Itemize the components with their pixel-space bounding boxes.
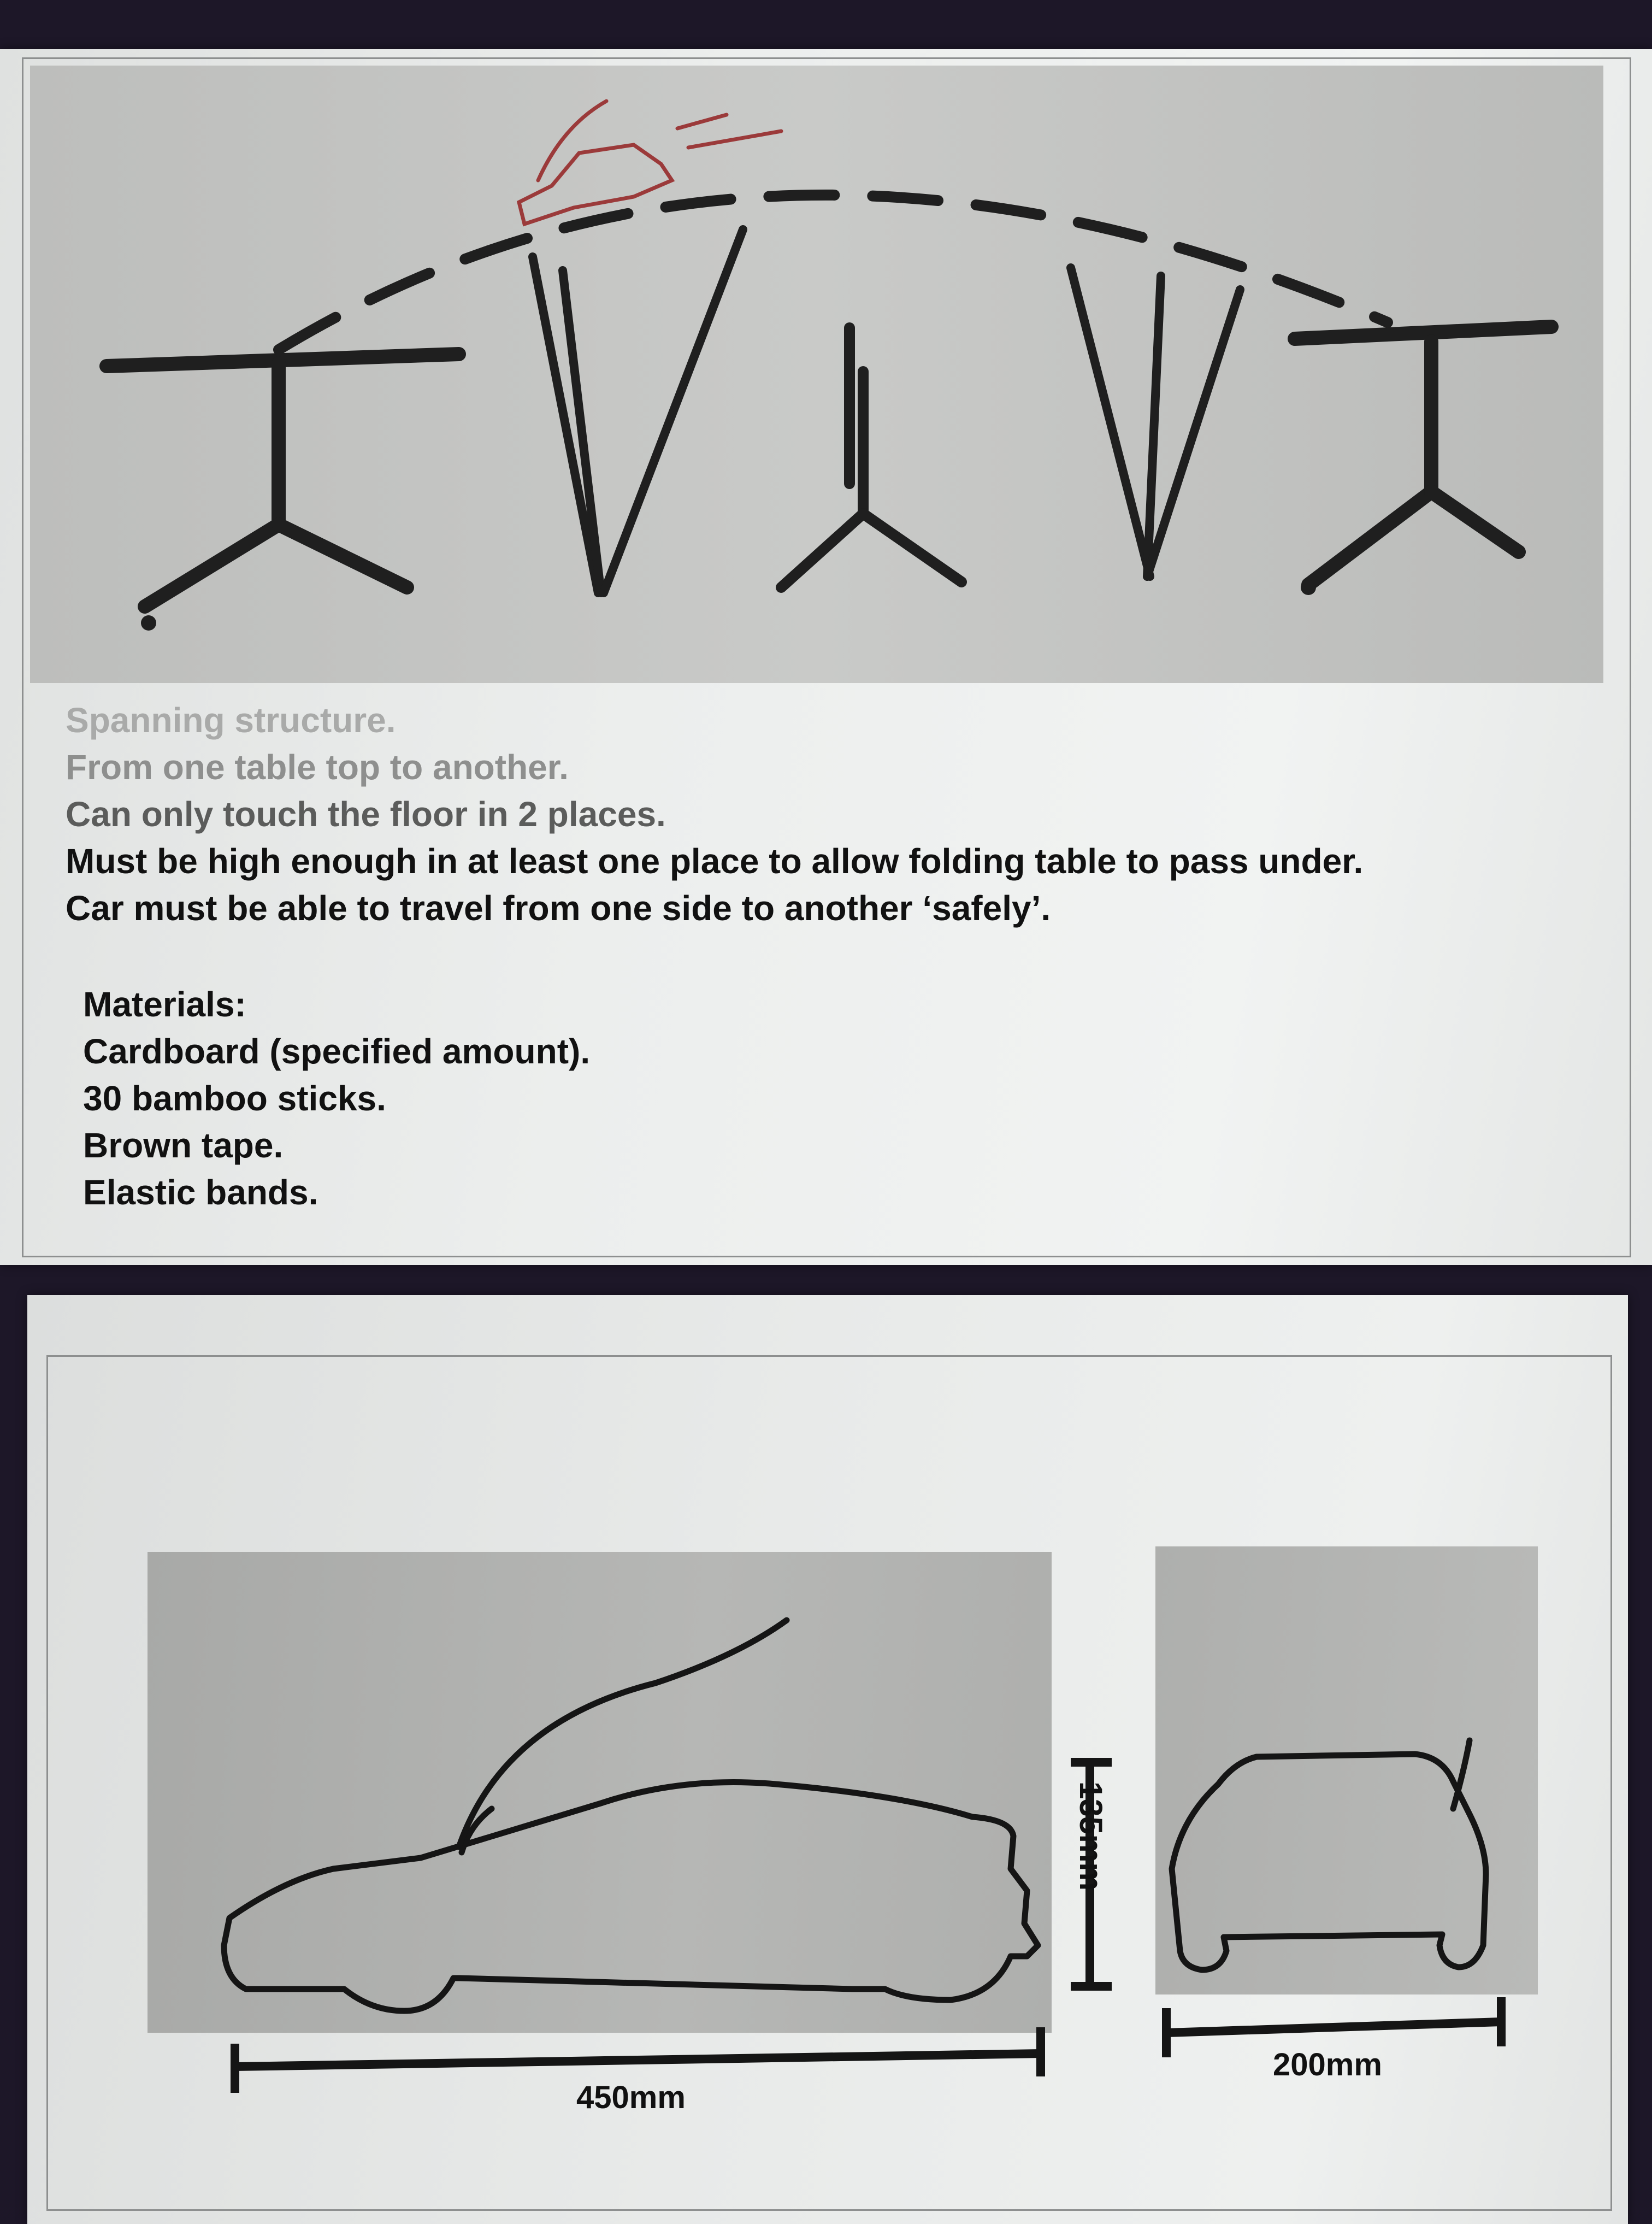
requirement-line: Must be high enough in at least one place to allow folding table to pass under. bbox=[66, 842, 1364, 881]
requirement-line: Can only touch the floor in 2 places. bbox=[66, 795, 666, 834]
height-dimension-label: 135mm bbox=[1073, 1781, 1108, 1891]
spanning-structure-sketch bbox=[0, 0, 1652, 710]
requirements-list bbox=[66, 697, 1363, 932]
requirement-line: Car must be able to travel from one side to another ‘safely’. bbox=[66, 889, 1051, 928]
material-item: 30 bamboo sticks. bbox=[83, 1079, 386, 1118]
red-car-sketch bbox=[519, 101, 781, 224]
right-table-drawing bbox=[1295, 327, 1551, 595]
material-item: Elastic bands. bbox=[83, 1173, 318, 1212]
materials-list bbox=[83, 981, 590, 1216]
material-item: Cardboard (specified amount). bbox=[83, 1032, 591, 1071]
requirement-line: From one table top to another. bbox=[66, 748, 569, 787]
y-support-drawing bbox=[781, 328, 961, 587]
left-table-drawing bbox=[107, 354, 459, 631]
material-item: Brown tape. bbox=[83, 1126, 284, 1165]
length-dimension-label: 450mm bbox=[576, 2080, 686, 2115]
span-arc-dashed-line bbox=[279, 195, 1388, 350]
width-dimension-label: 200mm bbox=[1273, 2047, 1382, 2082]
requirement-line: Spanning structure. bbox=[66, 701, 396, 740]
v-support-drawing bbox=[1071, 268, 1240, 576]
v-support-drawing bbox=[533, 230, 743, 593]
car-front-view-photo bbox=[1155, 1546, 1538, 1994]
car-side-view-photo bbox=[148, 1552, 1052, 2033]
materials-heading: Materials: bbox=[83, 985, 246, 1024]
